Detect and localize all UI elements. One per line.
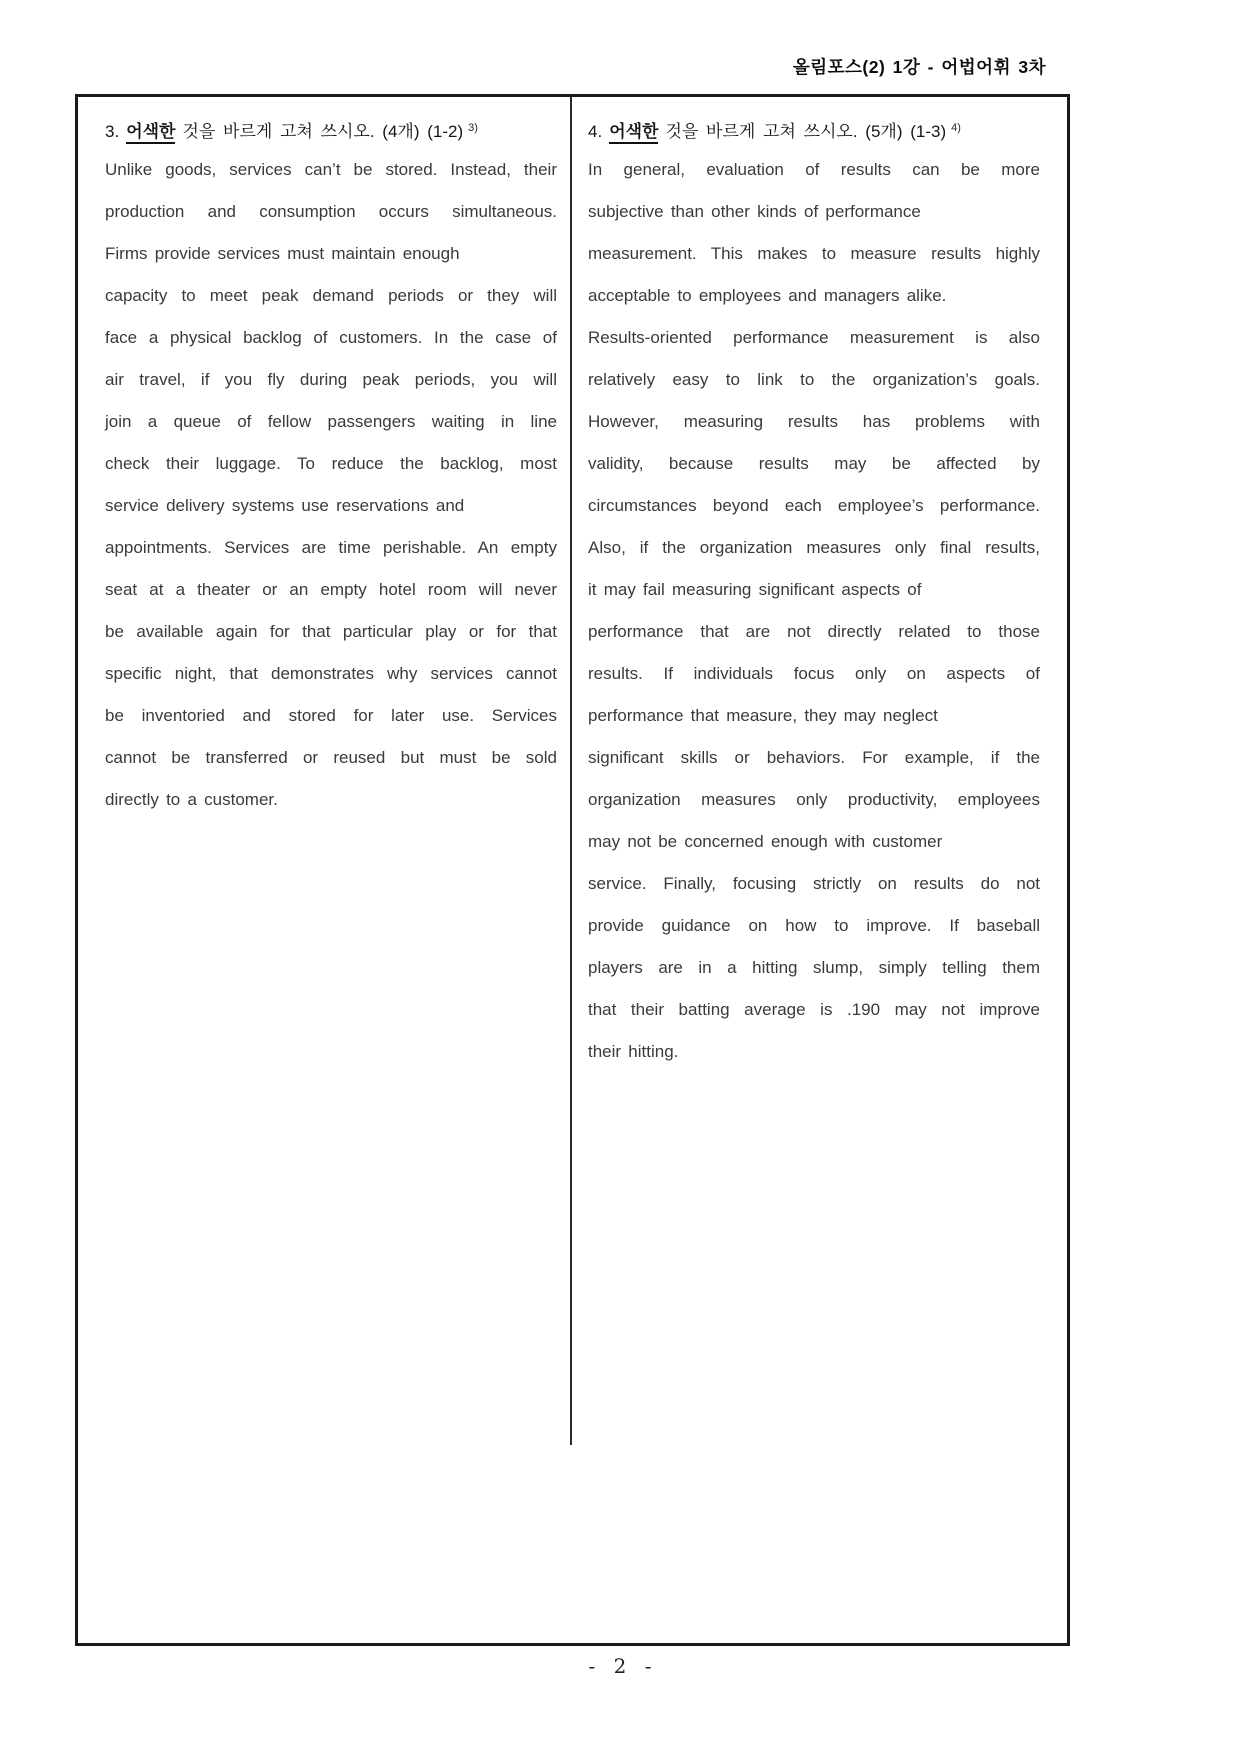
passage-line: be inventoried and stored for later use. Services: [105, 706, 557, 725]
passage-line: In general, evaluation of results can be more: [588, 160, 1040, 179]
passage-line: Also, if the organization measures only final results,: [588, 538, 1040, 557]
passage-line: seat at a theater or an empty hotel room will never: [105, 580, 557, 599]
question-instruction: 것을 바르게 고쳐 쓰시오. (5개) (1-3): [665, 122, 947, 141]
passage-line: appointments. Services are time perishable. An empty: [105, 538, 557, 557]
passage-line: However, measuring results has problems with: [588, 412, 1040, 431]
question-keyword: 어색한: [126, 122, 175, 144]
column-divider: [570, 97, 572, 1445]
passage-line: Unlike goods, services can’t be stored. Instead, their: [105, 160, 557, 179]
passage-line: that their batting average is .190 may not improve: [588, 1000, 1040, 1019]
passage-line: production and consumption occurs simultaneous.: [105, 202, 557, 221]
question-keyword: 어색한: [609, 122, 658, 144]
passage-line: results. If individuals focus only on aspects of: [588, 664, 1040, 683]
passage-line: cannot be transferred or reused but must be sold: [105, 748, 557, 767]
question-title: [588, 107, 1040, 149]
passage-line: it may fail measuring significant aspects of: [588, 580, 922, 599]
passage-line: be available again for that particular play or for that: [105, 622, 557, 641]
passage-line: air travel, if you fly during peak periods, you will: [105, 370, 557, 389]
question-instruction: 것을 바르게 고쳐 쓰시오. (4개) (1-2): [182, 122, 464, 141]
question-title: [105, 107, 557, 149]
passage-line: players are in a hitting slump, simply telling them: [588, 958, 1040, 977]
passage-line: organization measures only productivity, employees: [588, 790, 1040, 809]
passage-line: performance that measure, they may neglect: [588, 706, 938, 725]
question-footnote-mark: 3): [468, 122, 478, 134]
passage-line: face a physical backlog of customers. In the case of: [105, 328, 557, 347]
question-3-column: [105, 107, 557, 821]
passage-line: Firms provide services must maintain enough: [105, 244, 460, 263]
question-footnote-mark: 4): [951, 122, 961, 134]
passage-line: may not be concerned enough with customer: [588, 832, 943, 851]
passage-line: significant skills or behaviors. For example, if the: [588, 748, 1040, 767]
passage-line: relatively easy to link to the organization’s goals.: [588, 370, 1040, 389]
passage-line: provide guidance on how to improve. If baseball: [588, 916, 1040, 935]
passage-line: performance that are not directly related to those: [588, 622, 1040, 641]
passage-line: acceptable to employees and managers alike.: [588, 286, 947, 305]
passage-line: circumstances beyond each employee’s performance.: [588, 496, 1040, 515]
passage-line: their hitting.: [588, 1042, 679, 1061]
passage-line: check their luggage. To reduce the backlog, most: [105, 454, 557, 473]
question-number: 3.: [105, 122, 120, 141]
passage-line: specific night, that demonstrates why services cannot: [105, 664, 557, 683]
header-title: 올림포스(2) 1강 - 어법어휘 3차: [792, 57, 1046, 77]
question-4-column: [588, 107, 1040, 1073]
question-number: 4.: [588, 122, 603, 141]
content-box: [75, 94, 1070, 1646]
passage-line: subjective than other kinds of performance: [588, 202, 921, 221]
passage-line: service delivery systems use reservations and: [105, 496, 465, 515]
passage-line: directly to a customer.: [105, 790, 278, 809]
passage-line: Results-oriented performance measurement is also: [588, 328, 1040, 347]
passage-line: join a queue of fellow passengers waiting in line: [105, 412, 557, 431]
passage-line: measurement. This makes to measure results highly: [588, 244, 1040, 263]
passage-line: validity, because results may be affected by: [588, 454, 1040, 473]
passage-line: service. Finally, focusing strictly on results do not: [588, 874, 1040, 893]
passage-line: capacity to meet peak demand periods or they will: [105, 286, 557, 305]
page-number: - 2 -: [588, 1654, 652, 1678]
